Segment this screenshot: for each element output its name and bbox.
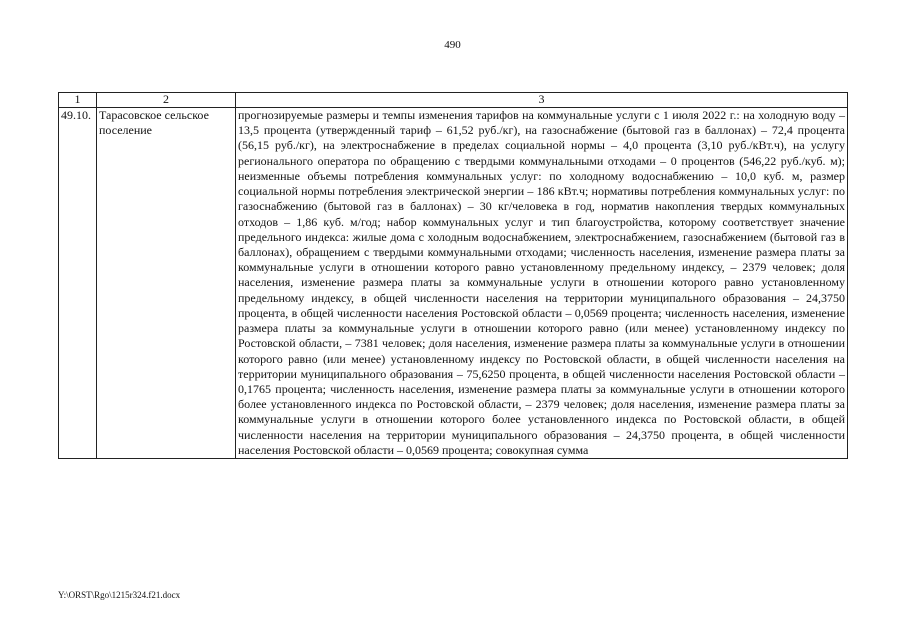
document-file-path: Y:\ORST\Rgo\1215r324.f21.docx [58,590,181,600]
tariff-table [58,92,848,459]
table-header-row [59,93,848,108]
header-cell-1: 1 [59,93,97,108]
table-row [59,108,848,459]
row-text-cell: прогнозируемые размеры и темпы изменения тарифов на коммунальные услуги с 1 июля 2022 г.: на холодную воду – 13,5 процента (утвержденный тариф – 61,52 руб./кг), на газоснабжение (бытовой газ в баллонах) – 72,4 процента (56,15 руб./кг), на электроснабжение в пределах социальной нормы – 4,0 процента (3,10 руб./кВт.ч), на услугу регионального оператора по обращению с твердыми коммунальными отходами – 0 процентов (546,22 руб./куб. м); неизменные объемы потребления коммунальных услуг: по холодному водоснабжению – 10,0 куб. м, размер социальной нормы потребления электрической энергии – 186 кВт.ч; нормативы потребления коммунальных услуг: по газоснабжению (бытовой газ в баллонах) – 30 кг/человека в год, норматив накопления твердых коммунальных отходов – 1,86 куб. м/год; набор коммунальных услуг и тип благоустройства, которому соответствует значение предельного индекса: жилые дома с холодным водоснабжением, электроснабжением, газоснабжением (бытовой газ в баллонах), обращением с твердыми коммунальными отходами; численность населения, изменение размера платы за коммунальные услуги в отношении которого равно установленному предельному индексу, – 2379 человек; доля населения, изменение размера платы за коммунальные услуги в отношении которого равно установленному предельному индексу, в общей численности населения на территории муниципального образования – 24,3750 процента, в общей численности населения Ростовской области – 0,0569 процента; численность населения, изменение размера платы за коммунальные услуги в отношении которого равно (или менее) установленному индексу по Ростовской области, – 7381 человек; доля населения, изменение размера платы за коммунальные услуги в отношении которого равно (или менее) установленному индексу по Ростовской области, в общей численности населения на территории муниципального образования – 75,6250 процента, в общей численности населения Ростовской области – 0,1765 процента; численность населения, изменение размера платы за коммунальные услуги в отношении которого более установленного индекса по Ростовской области, – 2379 человек; доля населения, изменение размера платы за коммунальные услуги в отношении которого более установленного индекса по Ростовской области, в общей численности населения на территории муниципального образования – 24,3750 процента, в общей численности населения Ростовской области – 0,0569 процента; совокупная сумма [236,108,848,459]
header-cell-2: 2 [97,93,236,108]
settlement-name-cell: Тарасовское сельское поселение [97,108,236,459]
row-number-cell: 49.10. [59,108,97,459]
page-number: 490 [444,39,461,51]
header-cell-3: 3 [236,93,848,108]
